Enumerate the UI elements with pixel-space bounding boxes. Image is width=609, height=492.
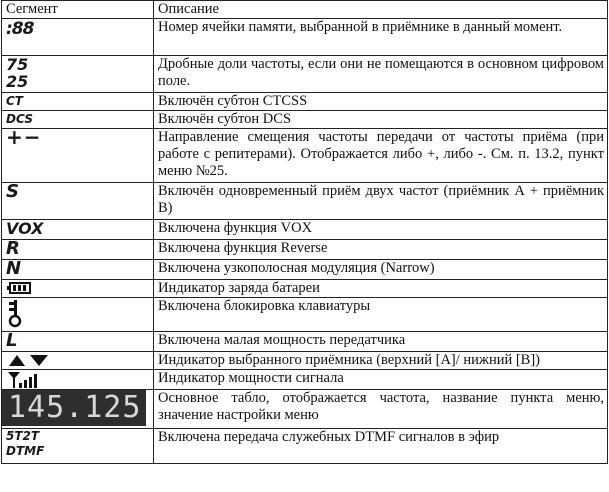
main-display-symbol: 145.125 (2, 390, 146, 426)
signal-strength-icon (6, 370, 150, 389)
row-description: Индикатор заряда батареи (154, 280, 608, 298)
narrow-symbol: N (6, 258, 22, 279)
row-description: Направление смещения частоты передачи от частоты приёма (при работе с репитерами). Отображается либо +, либо -. См. п. 13.2, пункт меню №25. (154, 129, 608, 183)
row-description: Индикатор мощности сигнала (154, 370, 608, 390)
table-row (2, 260, 608, 280)
header-description: Описание (154, 1, 608, 19)
dcs-symbol: DCS (6, 112, 33, 126)
row-description: Дробные доли частоты, если они не помещаются в основном цифровом поле. (154, 56, 608, 93)
table-row (2, 298, 608, 332)
header-segment: Сегмент (2, 1, 154, 19)
table-row (2, 111, 608, 129)
row-description: Включена блокировка клавиатуры (154, 298, 608, 332)
row-description: Включён субтон DCS (154, 111, 608, 129)
offset-direction-symbol: +− (6, 125, 42, 149)
row-description: Индикатор выбранного приёмника (верхний [A]/ нижний [B]) (154, 352, 608, 370)
table-row (2, 129, 608, 183)
fraction-top-symbol: 75 (6, 55, 29, 74)
row-description: Включена узкополосная модуляция (Narrow) (154, 260, 608, 280)
vox-symbol: VOX (6, 219, 44, 238)
key-lock-icon (6, 298, 150, 330)
table-row (2, 280, 608, 298)
dtmf-top-symbol: 5T2T (6, 429, 40, 443)
table-row (2, 93, 608, 111)
battery-icon (6, 280, 150, 296)
table-row (2, 56, 608, 93)
segments-table (1, 0, 608, 464)
table-row (2, 390, 608, 429)
table-row (2, 370, 608, 390)
row-description: Включена функция VOX (154, 220, 608, 240)
row-description: Включён субтон CTCSS (154, 93, 608, 111)
dtmf-bottom-symbol: DTMF (6, 444, 45, 458)
row-description: Номер ячейки памяти, выбранной в приёмнике в данный момент. (154, 19, 608, 56)
row-description: Основное табло, отображается частота, название пункта меню, значение настройки меню (154, 390, 608, 429)
table-row (2, 240, 608, 260)
row-description: Включена малая мощность передатчика (154, 332, 608, 352)
table-row (2, 183, 608, 220)
dual-receive-symbol: S (6, 181, 19, 202)
up-down-triangles-icon (6, 352, 150, 368)
memory-cell-symbol: :88 (6, 19, 34, 39)
table-header-row (2, 1, 608, 19)
ctcss-symbol: CT (6, 94, 23, 108)
row-description: Включён одновременный приём двух частот (приёмник А + приёмник В) (154, 183, 608, 220)
fraction-bottom-symbol: 25 (6, 72, 29, 91)
reverse-symbol: R (6, 238, 20, 259)
table-row (2, 19, 608, 56)
low-power-symbol: L (6, 330, 18, 351)
table-row (2, 352, 608, 370)
row-description: Включена функция Reverse (154, 240, 608, 260)
table-row (2, 429, 608, 464)
table-row (2, 220, 608, 240)
table-row (2, 332, 608, 352)
row-description: Включена передача служебных DTMF сигналов в эфир (154, 429, 608, 464)
